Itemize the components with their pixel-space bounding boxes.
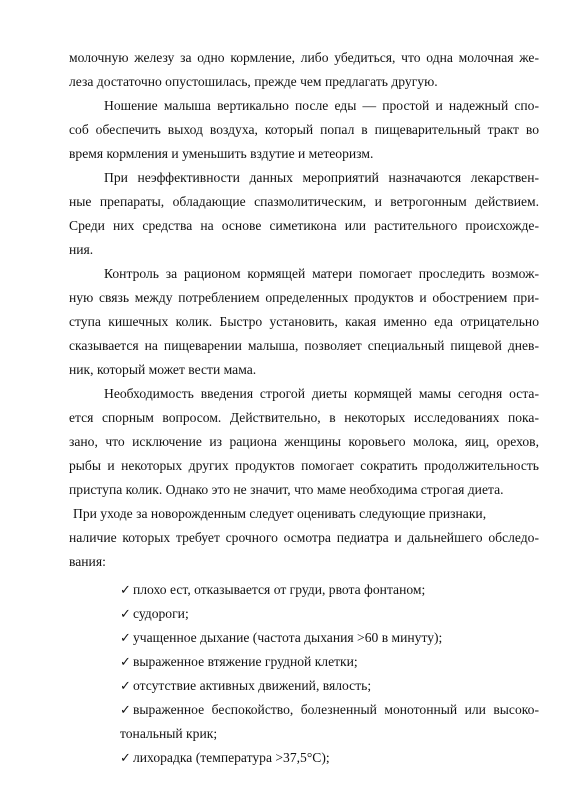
- text-line: молочную железу за одно кормление, либо убедиться, что одна молочная же-: [69, 50, 539, 65]
- text-line: ступа кишечных колик. Быстро установить, какая именно еда отрицательно: [69, 314, 539, 329]
- text-line: зано, что исключение из рациона женщины коровьего молока, яиц, орехов,: [69, 434, 539, 449]
- checklist-item-text: учащенное дыхание (частота дыхания >60 в минуту);: [133, 630, 443, 645]
- checklist-item-text: судороги;: [133, 606, 189, 621]
- text-line: ные препараты, обладающие спазмолитическим, и ветрогонным действием.: [69, 194, 539, 209]
- text-line: приступа колик. Однако это не значит, что маме необходима строгая диета.: [69, 482, 504, 497]
- text-line: Ношение малыша вертикально после еды — простой и надежный спо-: [104, 98, 539, 113]
- text-line: наличие которых требует срочного осмотра педиатра и дальнейшего обследо-: [69, 530, 539, 545]
- text-line: Необходимость введения строгой диеты кормящей мамы сегодня оста-: [104, 386, 539, 401]
- text-line: ния.: [69, 242, 94, 257]
- text-line: ется спорным вопросом. Действительно, в некоторых исследованиях пока-: [69, 410, 539, 425]
- checklist-item-text: выраженное беспокойство, болезненный монотонный или высоко-: [133, 702, 539, 717]
- checkmark-icon: ✓: [120, 582, 131, 597]
- text-line: рыбы и некоторых других продуктов помогает сократить продолжительность: [69, 458, 539, 473]
- text-line: сказывается на пищеварении малыша, позволяет специальный пищевой днев-: [69, 338, 539, 353]
- checkmark-icon: ✓: [120, 654, 131, 669]
- text-line: При уходе за новорожденным следует оценивать следующие признаки,: [73, 506, 487, 521]
- text-line: вания:: [69, 554, 106, 569]
- text-line: время кормления и уменьшить вздутие и метеоризм.: [69, 146, 374, 161]
- text-line: При неэффективности данных мероприятий назначаются лекарствен-: [104, 170, 539, 185]
- text-line: ную связь между потреблением определенных продуктов и обострением при-: [69, 290, 539, 305]
- checkmark-icon: ✓: [120, 630, 131, 645]
- text-line: ник, который может вести мама.: [69, 362, 257, 377]
- checklist-item-text: выраженное втяжение грудной клетки;: [133, 654, 358, 669]
- text-line: Среди них средства на основе симетикона или растительного происхожде-: [69, 218, 539, 233]
- checklist-item-text: лихорадка (температура >37,5°C);: [133, 750, 330, 765]
- checklist-item-text: отсутствие активных движений, вялость;: [133, 678, 372, 693]
- text-line: Контроль за рационом кормящей матери помогает проследить возмож-: [104, 266, 539, 281]
- checkmark-icon: ✓: [120, 750, 131, 765]
- checkmark-icon: ✓: [120, 606, 131, 621]
- checkmark-icon: ✓: [120, 702, 131, 717]
- checklist-item-text: тональный крик;: [120, 726, 218, 741]
- text-line: леза достаточно опустошилась, прежде чем предлагать другую.: [69, 74, 438, 89]
- checkmark-icon: ✓: [120, 678, 131, 693]
- checklist-item-text: плохо ест, отказывается от груди, рвота фонтаном;: [133, 582, 426, 597]
- text-line: соб обеспечить выход воздуха, который попал в пищеварительный тракт во: [69, 122, 539, 137]
